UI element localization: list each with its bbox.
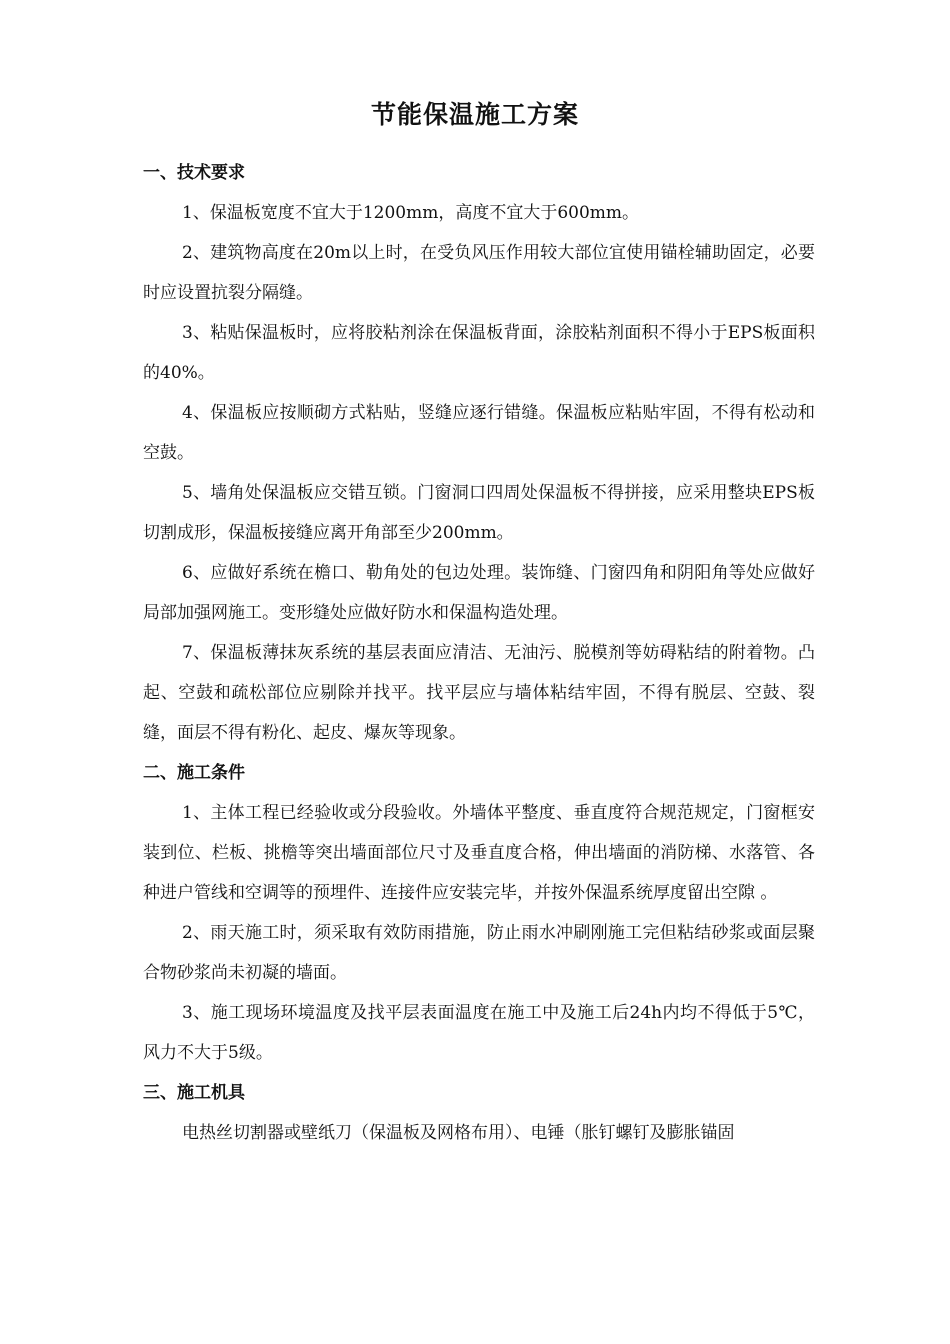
paragraph: 1、主体工程已经验收或分段验收。外墙体平整度、垂直度符合规范规定，门窗框安装到位、栏板、挑檐等突出墙面部位尺寸及垂直度合格，伸出墙面的消防梯、水落管、各种进户管线和空调等的预埋件、连接件应安装完毕，并按外保温系统厚度留出空隙 。	[143, 803, 815, 903]
section-heading-technical-requirements: 一、技术要求	[143, 163, 245, 183]
paragraph: 6、应做好系统在檐口、勒角处的包边处理。装饰缝、门窗四角和阴阳角等处应做好局部加强网施工。变形缝处应做好防水和保温构造处理。	[143, 563, 815, 623]
paragraph: 4、保温板应按顺砌方式粘贴，竖缝应逐行错缝。保温板应粘贴牢固，不得有松动和空鼓。	[143, 403, 815, 463]
paragraph: 2、雨天施工时，须采取有效防雨措施，防止雨水冲刷刚施工完但粘结砂浆或面层聚合物砂浆尚未初凝的墙面。	[143, 923, 815, 983]
paragraph: 1、保温板宽度不宜大于1200mm，高度不宜大于600mm。	[182, 203, 640, 223]
paragraph: 3、施工现场环境温度及找平层表面温度在施工中及施工后24h内均不得低于5℃，风力不大于5级。	[143, 1003, 815, 1063]
document-title: 节能保温施工方案	[370, 100, 579, 129]
paragraph: 7、保温板薄抹灰系统的基层表面应清洁、无油污、脱模剂等妨碍粘结的附着物。凸起、空鼓和疏松部位应剔除并找平。找平层应与墙体粘结牢固，不得有脱层、空鼓、裂缝，面层不得有粉化、起皮、爆灰等现象。	[143, 643, 815, 743]
paragraph: 2、建筑物高度在20m以上时，在受负风压作用较大部位宜使用锚栓辅助固定，必要时应设置抗裂分隔缝。	[143, 243, 815, 303]
section-heading-construction-tools: 三、施工机具	[143, 1083, 245, 1103]
paragraph: 电热丝切割器或壁纸刀（保温板及网格布用）、电锤（胀钉螺钉及膨胀锚固	[182, 1123, 735, 1143]
paragraph: 5、墙角处保温板应交错互锁。门窗洞口四周处保温板不得拼接，应采用整块EPS板切割成形，保温板接缝应离开角部至少200mm。	[143, 483, 815, 543]
section-heading-construction-conditions: 二、施工条件	[143, 763, 245, 783]
paragraph: 3、粘贴保温板时，应将胶粘剂涂在保温板背面，涂胶粘剂面积不得小于EPS板面积的40%。	[143, 323, 815, 383]
document-body	[143, 153, 815, 1153]
